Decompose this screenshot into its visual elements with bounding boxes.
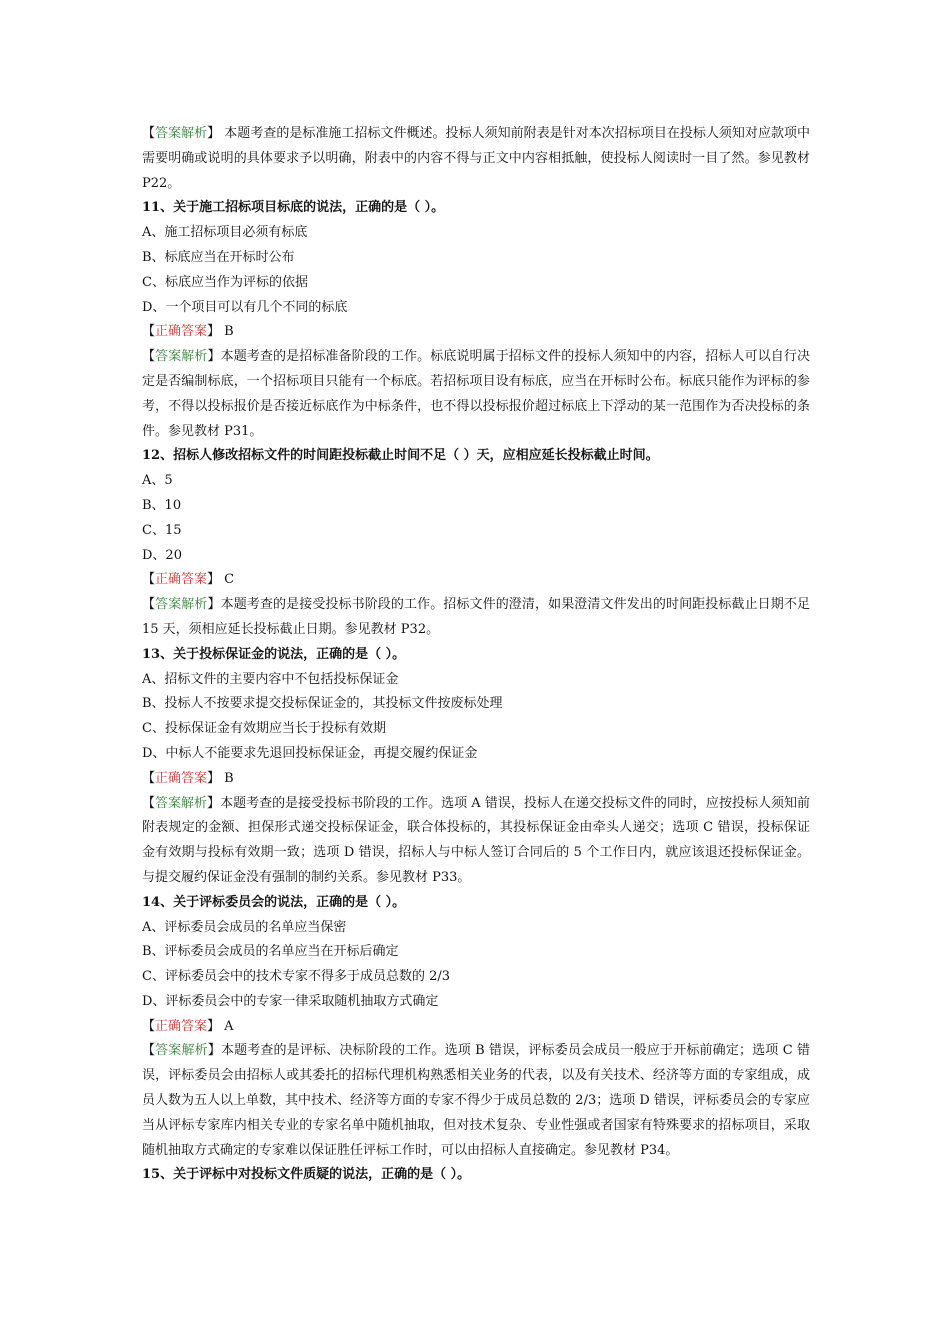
question-title: 11、关于施工招标项目标底的说法，正确的是（ ）。	[142, 200, 445, 216]
option: C、标底应当作为评标的依据	[142, 274, 308, 290]
option: A、招标文件的主要内容中不包括投标保证金	[142, 671, 399, 687]
correct-answer: 【正确答案】 B	[142, 770, 234, 786]
option: C、投标保证金有效期应当长于投标有效期	[142, 721, 386, 737]
answer-analysis: 【答案解析】本题考查的是评标、决标阶段的工作。选项 B 错误，评标委员会成员一般应于开标前确定；选项 C 错误，评标委员会由招标人或其委托的招标代理机构熟悉相关业务的代表，以及有关技术、经济等方面的专家组成，成员人数为五人以上单数，其中技术、经济等方面的专家不得少于成员总数的 2/3；选项 D 错误，评标委员会的专家应当从评标专家库内相关专业的专家名单中随机抽取，但对技术复杂、专业性强或者国家有特殊要求的招标项目，采取随机抽取方式确定的专家难以保证胜任评标工作时，可以由招标人直接确定。参见教材 P34。	[142, 1043, 810, 1158]
correct-answer: 【正确答案】 A	[142, 1018, 234, 1034]
answer-analysis: 【答案解析】本题考查的是接受投标书阶段的工作。选项 A 错误，投标人在递交投标文件的同时，应按投标人须知前附表规定的金额、担保形式递交投标保证金，联合体投标的，其投标保证金由牵头人递交；选项 C 错误，投标保证金有效期与投标有效期一致；选项 D 错误，招标人与中标人签订合同后的 5 个工作日内，就应该退还投标保证金。与提交履约保证金没有强制的制约关系。参见教材 P33。	[142, 795, 810, 885]
option: D、一个项目可以有几个不同的标底	[142, 299, 348, 315]
option: B、评标委员会成员的名单应当在开标后确定	[142, 944, 399, 960]
intro-analysis: 【答案解析】 本题考查的是标准施工招标文件概述。投标人须知前附表是针对本次招标项目在投标人须知对应款项中需要明确或说明的具体要求予以明确，附表中的内容不得与正文中内容相抵触，使投标人阅读时一目了然。参见教材 P22。	[142, 126, 810, 191]
correct-answer: 【正确答案】 C	[142, 572, 235, 588]
option: A、5	[142, 473, 173, 489]
option: D、评标委员会中的专家一律采取随机抽取方式确定	[142, 993, 439, 1009]
analysis-label: 【答案解析】	[142, 126, 221, 141]
question-title: 13、关于投标保证金的说法，正确的是（ ）。	[142, 646, 406, 662]
option: C、15	[142, 522, 182, 538]
option: C、评标委员会中的技术专家不得多于成员总数的 2/3	[142, 969, 451, 985]
option: B、标底应当在开标时公布	[142, 249, 295, 265]
document-page	[142, 122, 810, 1188]
answer-analysis: 【答案解析】本题考查的是接受投标书阶段的工作。招标文件的澄清，如果澄清文件发出的时间距投标截止日期不足 15 天，须相应延长投标截止日期。参见教材 P32。	[142, 597, 810, 637]
question-title: 15、关于评标中对投标文件质疑的说法，正确的是（ ）。	[142, 1167, 471, 1183]
correct-answer: 【正确答案】 B	[142, 324, 234, 340]
question-title: 14、关于评标委员会的说法，正确的是（ ）。	[142, 894, 406, 910]
option: B、投标人不按要求提交投标保证金的，其投标文件按废标处理	[142, 696, 503, 712]
option: D、中标人不能要求先退回投标保证金，再提交履约保证金	[142, 745, 478, 761]
option: B、10	[142, 497, 182, 513]
question-title: 12、招标人修改招标文件的时间距投标截止时间不足（ ）天，应相应延长投标截止时间。	[142, 448, 659, 464]
option: A、施工招标项目必须有标底	[142, 225, 308, 241]
option: D、20	[142, 547, 182, 563]
option: A、评标委员会成员的名单应当保密	[142, 919, 347, 935]
answer-analysis: 【答案解析】本题考查的是招标准备阶段的工作。标底说明属于招标文件的投标人须知中的内容，招标人可以自行决定是否编制标底，一个招标项目只能有一个标底。若招标项目设有标底，应当在开标时公布。标底只能作为评标的参考，不得以投标报价是否接近标底作为中标条件，也不得以投标报价超过标底上下浮动的某一范围作为否决投标的条件。参见教材 P31。	[142, 349, 810, 439]
